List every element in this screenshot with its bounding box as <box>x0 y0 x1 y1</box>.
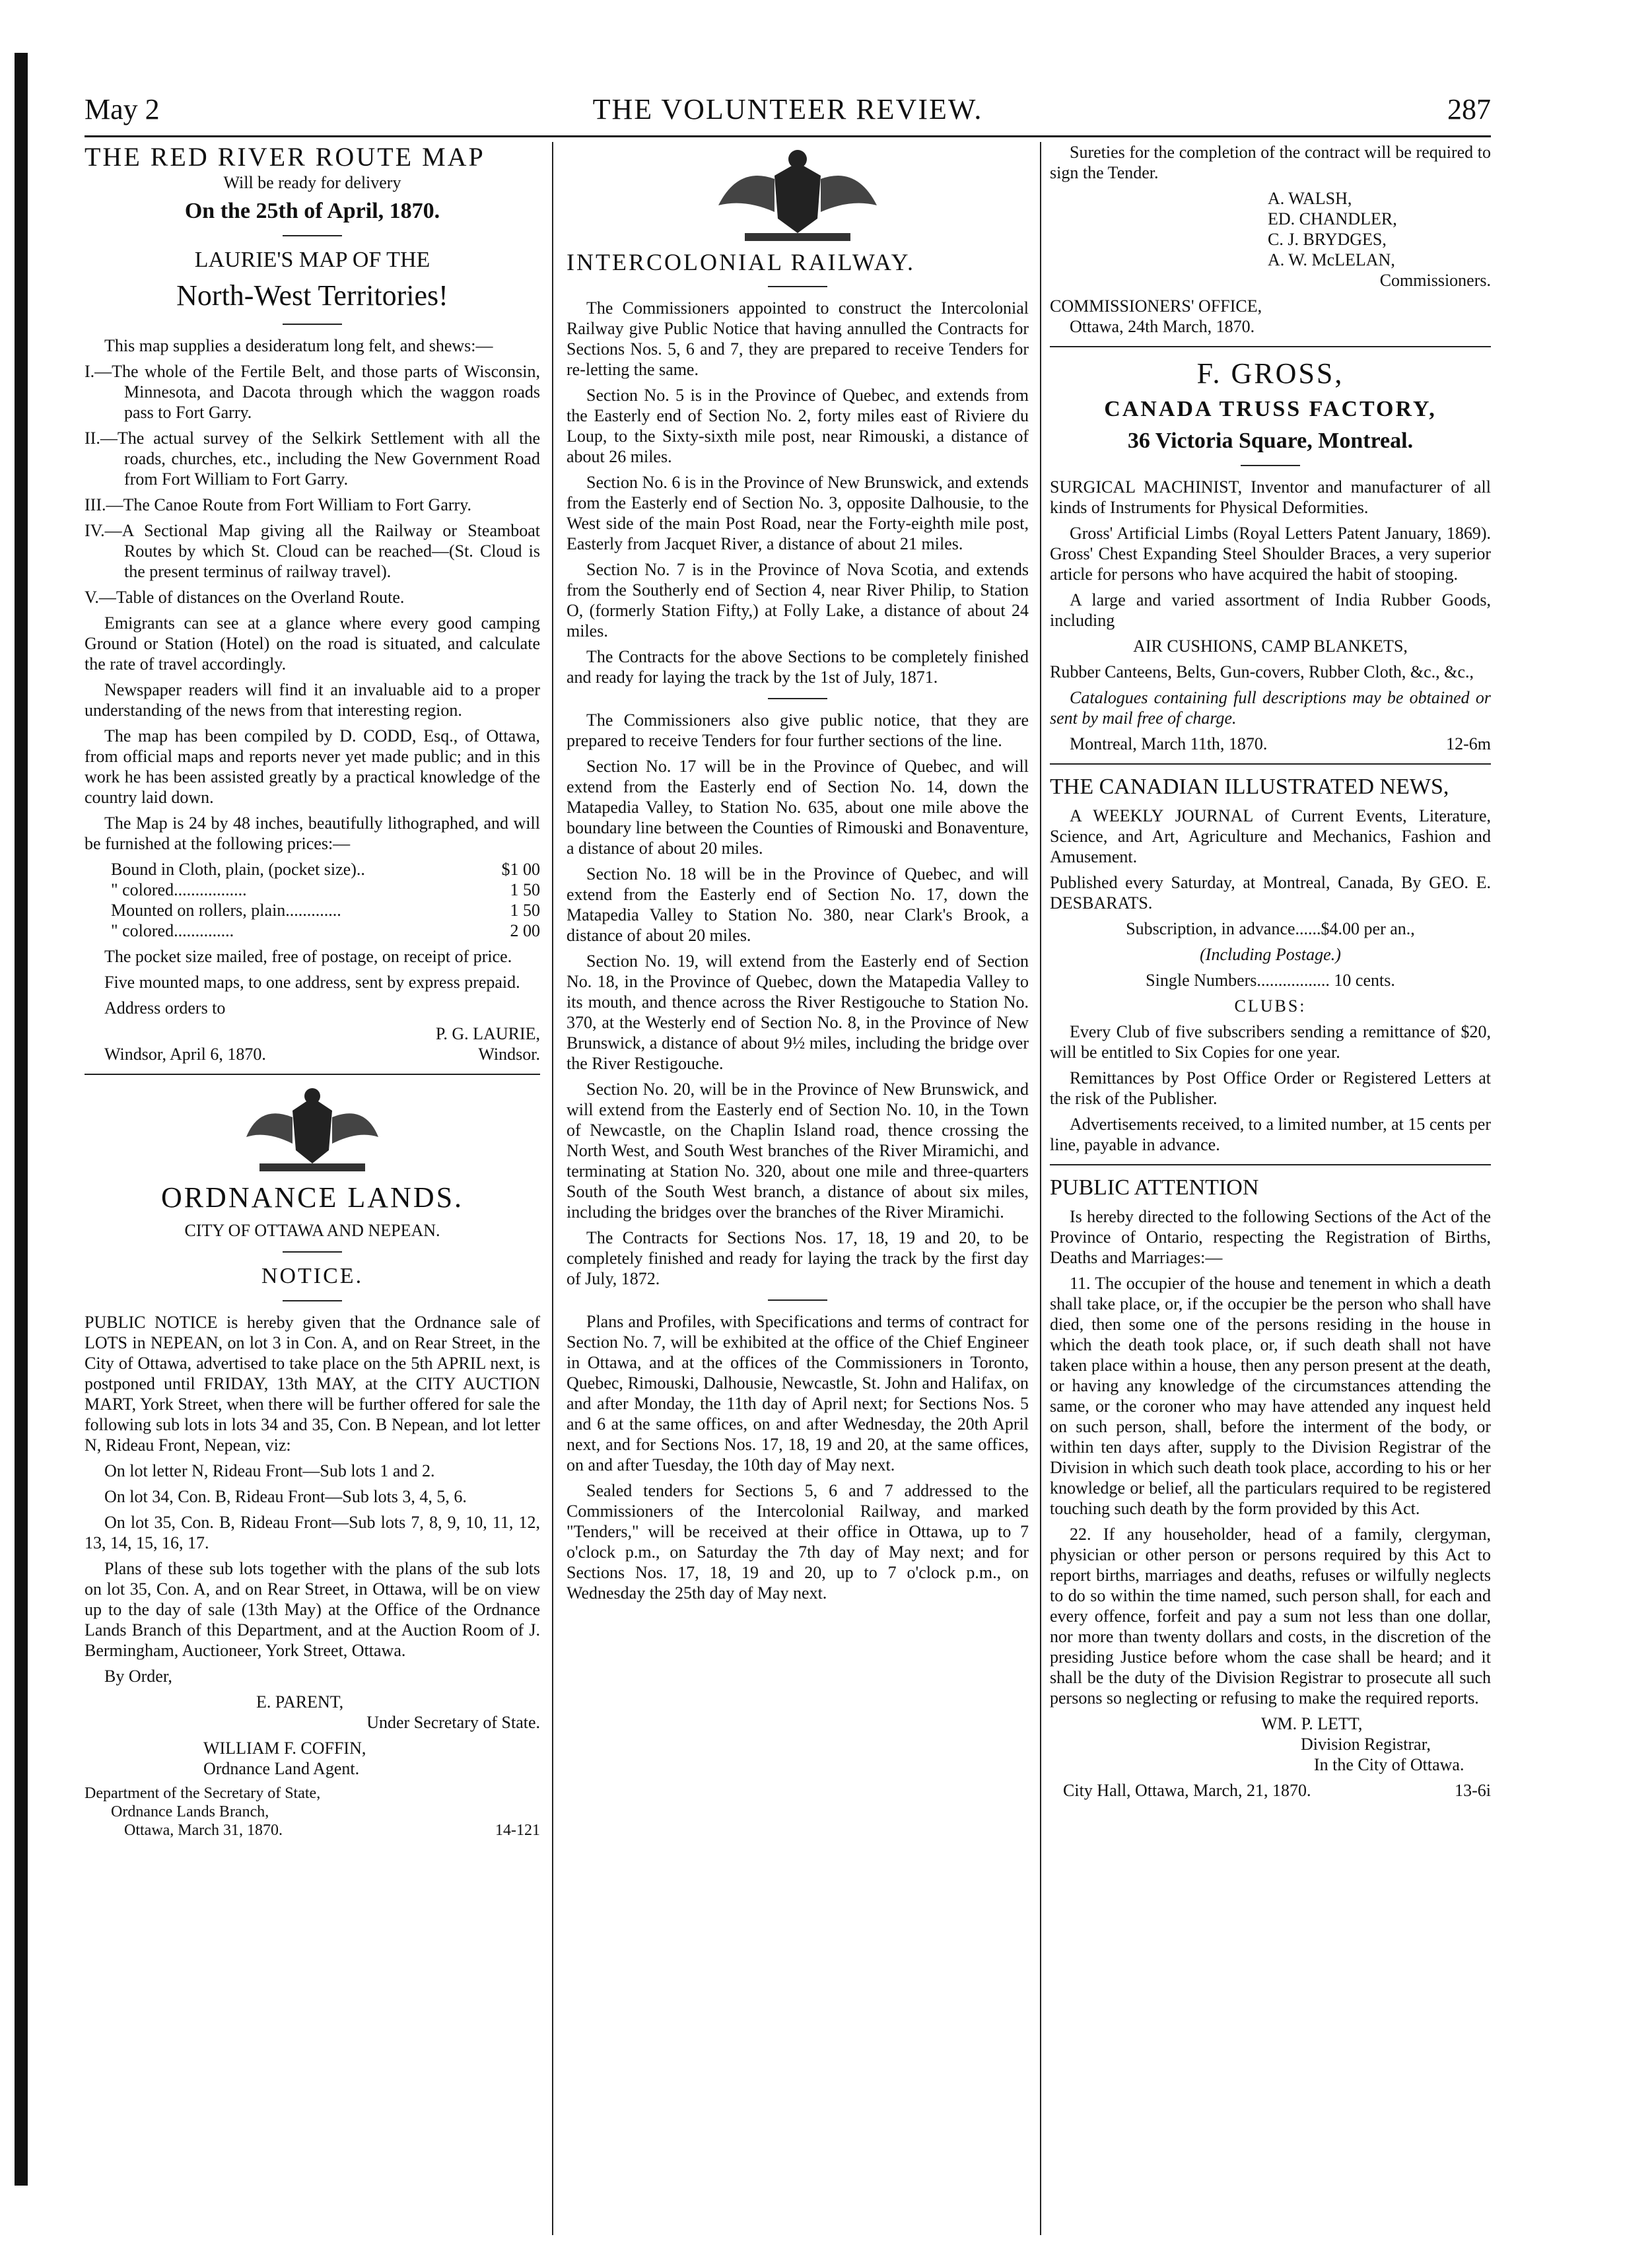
emigrants-text: Emigrants can see at a glance where every good camping Ground or Station (Hotel) on the road is situated, and calculate the rate of travel accordingly. <box>85 613 540 674</box>
parent-name: E. PARENT, <box>256 1692 344 1711</box>
divider <box>283 1300 342 1301</box>
section-11: 11. The occupier of the house and tenement in which a death shall take place, or, if the occupier be the person who shall have died, then some one of the persons residing in the house in which the death took place, or, if such death shall not have taken place within a house, then any person present at the death, or having any knowledge of the circumstances attending the same, or the coroner who may have attended any inquest held on such person, shall, before the interment of the body, or within ten days after, supply to the Division Registrar of the Division in which such death took place, according to his or her knowledge or belief, all the particulars required to be registered touching such death by the form provided by this Act. <box>1050 1274 1491 1518</box>
railway-p5: The Contracts for the above Sections to be completely finished and ready for laying the track by the 1st of July, 1871. <box>567 647 1029 687</box>
railway-p6: The Commissioners also give public notice, that they are prepared to receive Tenders for four further sections of the line. <box>567 710 1029 750</box>
railway-p2: Section No. 5 is in the Province of Quebec, and extends from the Easterly end of Section No. 2, forty miles east of Riviere du Loup, to the Sixty-sixth mile post, near Rimouski, a distance of about 26 miles. <box>567 386 1029 466</box>
coat-of-arms-icon <box>220 1084 405 1177</box>
public-attention-title: PUBLIC ATTENTION <box>1050 1175 1259 1200</box>
divider <box>1050 1164 1491 1165</box>
rubber-text: A large and varied assortment of India Rubber Goods, including <box>1050 590 1491 630</box>
railway-p7: Section No. 17 will be in the Province of Quebec, and will extend from the Easterly end of Section No. 14, down the Matapedia Valley, to Station No. 635, about one mile above the boundary line between the Counties of Rimouski and Bonaventure, a distance of about 20 miles. <box>567 757 1029 858</box>
signer: C. J. BRYDGES, <box>1268 230 1387 249</box>
column-1 <box>85 142 540 1840</box>
laurie-town: Windsor. <box>478 1045 540 1064</box>
department-line: Ottawa, March 31, 1870. <box>124 1822 283 1839</box>
surgical-text: SURGICAL MACHINIST, Inventor and manufacturer of all kinds of Instruments for Physical Deformities. <box>1050 477 1491 517</box>
limbs-text: Gross' Artificial Limbs (Royal Letters Patent January, 1869). Gross' Chest Expanding Steel Shoulder Braces, a very superior article for persons who have acquired the habit of stooping. <box>1050 524 1491 584</box>
price-label: Bound in Cloth, plain, (pocket size).. <box>111 860 365 879</box>
signer: A. W. McLELAN, <box>1268 250 1395 269</box>
railway-p3: Section No. 6 is in the Province of New Brunswick, and extends from the Easterly end of Section No. 3, opposite Dalhousie, to the West side of the main Post Road, near the Forty-eighth mile post, Easterly from Jacquet River, a distance of about 21 miles. <box>567 473 1029 553</box>
column-2 <box>567 142 1029 1608</box>
laurie-location <box>85 1044 540 1064</box>
ordnance-city: CITY OF OTTAWA AND NEPEAN. <box>184 1221 440 1240</box>
gross-title: F. GROSS, <box>1196 357 1344 390</box>
railway-p8: Section No. 18 will be in the Province of Quebec, and will extend from the Easterly end of Section No. 17, down the Matapedia Valley to Station No. 380, near Clark's Brook, a distance of about 20 miles. <box>567 864 1029 945</box>
header-date: May 2 <box>85 93 160 125</box>
cin-clubs: CLUBS: <box>1234 996 1307 1016</box>
lots-2: On lot 34, Con. B, Rideau Front—Sub lots 3, 4, 5, 6. <box>104 1487 467 1506</box>
column-3 <box>1050 142 1491 1801</box>
office-label: COMMISSIONERS' OFFICE, <box>1050 296 1262 316</box>
header-rule <box>85 135 1491 137</box>
price-value: 1 50 <box>510 901 540 920</box>
red-river-title: THE RED RIVER ROUTE MAP <box>85 142 485 172</box>
office-date: Ottawa, 24th March, 1870. <box>1070 317 1255 336</box>
section-22: 22. If any householder, head of a family, clergyman, physician or other person or persons required by this Act to report births, marriages and deaths, refuses or wilfully neglects to do so within the time named, such person shall, for each and every offence, forfeit and pay a sum not less than one dollar, nor more than twenty dollars and costs, in the discretion of the presiding Justice before whom the case shall be heard; and it shall be the duty of the Division Registrar to prosecute all such persons so neglecting or refusing to make the required reports. <box>1050 1525 1491 1708</box>
signer: A. WALSH, <box>1268 189 1352 208</box>
divider <box>283 235 342 236</box>
railway-p4: Section No. 7 is in the Province of Nova Scotia, and extends from the Southerly end of Section 4, near River Philip, to Station O, (formerly Station Fifty,) at Folly Lake, a distance of about 24 miles. <box>567 560 1029 640</box>
coffin-title: Ordnance Land Agent. <box>203 1759 360 1778</box>
truss-title: CANADA TRUSS FACTORY, <box>1104 397 1437 421</box>
city-hall-date: City Hall, Ottawa, March, 21, 1870. <box>1063 1781 1311 1800</box>
list-item: V.—Table of distances on the Overland Route. <box>85 588 405 607</box>
divider <box>1241 465 1300 466</box>
list-item: I.—The whole of the Fertile Belt, and those parts of Wisconsin, Minnesota, and Dacota through which the waggon roads pass to Fort Garry. <box>85 362 540 422</box>
cushions-text: AIR CUSHIONS, CAMP BLANKETS, <box>1133 637 1408 656</box>
cin-published: Published every Saturday, at Montreal, Canada, By GEO. E. DESBARATS. <box>1050 873 1491 913</box>
column-rule-2 <box>1040 142 1041 2235</box>
laurie-date: Windsor, April 6, 1870. <box>104 1045 266 1064</box>
gross-date: Montreal, March 11th, 1870. <box>1070 734 1268 753</box>
commissioners-label: Commissioners. <box>1379 271 1491 290</box>
lots-3: On lot 35, Con. B, Rideau Front—Sub lots 7, 8, 9, 10, 11, 12, 13, 14, 15, 16, 17. <box>85 1513 540 1552</box>
price-value: 1 50 <box>510 880 540 899</box>
city-hall-footer <box>1050 1780 1491 1801</box>
notice-heading: NOTICE. <box>261 1264 364 1288</box>
list-item: III.—The Canoe Route from Fort William to Fort Garry. <box>85 495 472 514</box>
five-maps-text: Five mounted maps, to one address, sent by express prepaid. <box>104 973 520 992</box>
price-list <box>85 859 540 941</box>
map-intro: This map supplies a desideratum long felt, and shews:— <box>104 336 493 355</box>
lett-title: Division Registrar, <box>1301 1735 1431 1754</box>
department-line: Department of the Secretary of State, <box>85 1785 321 1802</box>
sureties-text: Sureties for the completion of the contract will be required to sign the Tender. <box>1050 143 1491 182</box>
railway-crest-icon <box>699 146 897 245</box>
price-row <box>85 920 540 941</box>
map-date: On the 25th of April, 1870. <box>184 199 440 223</box>
header-title: THE VOLUNTEER REVIEW. <box>592 93 983 125</box>
page-binding-edge <box>15 53 28 2186</box>
ordnance-title: ORDNANCE LANDS. <box>160 1181 464 1214</box>
price-label: " colored.............. <box>111 921 234 940</box>
page-number: 287 <box>1447 93 1491 125</box>
railway-title: INTERCOLONIAL RAILWAY. <box>567 249 915 275</box>
laurie-signature: P. G. LAURIE, <box>435 1024 540 1043</box>
cin-weekly: A WEEKLY JOURNAL of Current Events, Literature, Science, and Art, Agriculture and Mechanics, Fashion and Amusement. <box>1050 806 1491 866</box>
column-rule-1 <box>552 142 553 2235</box>
price-value: $1 00 <box>501 860 540 879</box>
northwest-title: North-West Territories! <box>176 279 448 312</box>
pocket-text: The pocket size mailed, free of postage, on receipt of price. <box>104 947 512 966</box>
canteens-text: Rubber Canteens, Belts, Gun-covers, Rubber Cloth, &c., &c., <box>1050 662 1474 681</box>
railway-p13: Sealed tenders for Sections 5, 6 and 7 addressed to the Commissioners of the Intercolonial Railway, and marked "Tenders," will be received at their office in Ottawa, up to 7 o'clock p.m., on Saturday the 7th day of May next; and for Sections Nos. 17, 18, 19 and 20, up to 7 o'clock p.m., on Wednesday the 25th day of May next. <box>567 1481 1029 1603</box>
price-row <box>85 859 540 880</box>
divider <box>283 1251 342 1253</box>
list-item: II.—The actual survey of the Selkirk Settlement with all the roads, churches, etc., including the New Government Road from Fort William to Fort Garry. <box>85 429 540 489</box>
list-item: IV.—A Sectional Map giving all the Railway or Steamboat Routes by which St. Cloud can be reached—(St. Cloud is the present terminus of railway travel). <box>85 521 540 581</box>
page-header <box>85 92 1491 132</box>
cin-title: THE CANADIAN ILLUSTRATED NEWS, <box>1050 775 1449 799</box>
cin-postage: (Including Postage.) <box>1200 945 1341 964</box>
gross-footer <box>1050 734 1491 754</box>
railway-p9: Section No. 19, will extend from the Easterly end of Section No. 18, in the Province of Quebec, down the Matapedia Valley to its mouth, and thence across the River Restigouche to Station No. 370, at the Westerly end of Section No. 8, in the Province of New Brunswick, a distance of about 9½ miles, including the bridge over the River Restigouche. <box>567 951 1029 1073</box>
divider <box>768 698 827 699</box>
address-text: Address orders to <box>104 998 226 1018</box>
gross-address: 36 Victoria Square, Montreal. <box>1127 429 1414 453</box>
cin-single: Single Numbers................. 10 cents. <box>1146 971 1395 990</box>
public-attention-intro: Is hereby directed to the following Sections of the Act of the Province of Ontario, respecting the Registration of Births, Deaths and Marriages:— <box>1050 1207 1491 1267</box>
cin-advertisements: Advertisements received, to a limited number, at 15 cents per line, payable in advance. <box>1050 1115 1491 1154</box>
divider <box>85 1074 540 1075</box>
railway-p12: Plans and Profiles, with Specifications and terms of contract for Section No. 7, will be exhibited at the office of the Chief Engineer in Ottawa, and at the offices of the Commissioners in Toronto, Quebec, Rimouski, Dalhousie, Newcastle, St. John and Halifax, on and after Monday, the 11th day of April next; for Sections Nos. 5 and 6 at the same offices, on and after Wednesday, the 20th April next, and for Sections Nos. 17, 18, 19 and 20, at the same offices, on and after Tuesday, the 10th day of May next. <box>567 1312 1029 1474</box>
catalogues-text: Catalogues containing full descriptions may be obtained or sent by mail free of charge. <box>1050 688 1491 728</box>
divider <box>1050 346 1491 347</box>
signers <box>1050 188 1491 270</box>
cin-every-club: Every Club of five subscribers sending a remittance of $20, will be entitled to Six Copies for one year. <box>1050 1022 1491 1062</box>
lots-1: On lot letter N, Rideau Front—Sub lots 1 and 2. <box>104 1461 435 1480</box>
railway-p11: The Contracts for Sections Nos. 17, 18, 19 and 20, to be completely finished and ready for laying the track by the first day of July, 1872. <box>567 1228 1029 1288</box>
price-row <box>85 900 540 920</box>
lett-name: WM. P. LETT, <box>1261 1714 1363 1733</box>
by-order: By Order, <box>104 1667 172 1686</box>
city-hall-code: 13-6i <box>1455 1781 1491 1800</box>
compiled-text: The map has been compiled by D. CODD, Esq., of Ottawa, from official maps and reports never yet made public; and in this work he has been assisted greatly by a practical knowledge of the country laid down. <box>85 726 540 807</box>
price-value: 2 00 <box>510 921 540 940</box>
laurie-title: LAURIE'S MAP OF THE <box>194 248 430 272</box>
size-text: The Map is 24 by 48 inches, beautifully lithographed, and will be furnished at the following prices:— <box>85 813 540 853</box>
map-ready: Will be ready for delivery <box>223 173 401 192</box>
divider <box>768 286 827 287</box>
department-line: Ordnance Lands Branch, <box>111 1803 269 1820</box>
cin-remittances: Remittances by Post Office Order or Registered Letters at the risk of the Publisher. <box>1050 1068 1491 1108</box>
cin-subscription: Subscription, in advance......$4.00 per an., <box>1126 919 1415 938</box>
gross-code: 12-6m <box>1446 734 1491 753</box>
divider <box>1050 763 1491 765</box>
lett-location: In the City of Ottawa. <box>1314 1755 1464 1774</box>
price-row <box>85 880 540 900</box>
notice-body: PUBLIC NOTICE is hereby given that the Ordnance sale of LOTS in NEPEAN, on lot 3 in Con. A, and on Rear Street, in the City of Ottawa, advertised to take place on the 5th APRIL next, is postponed until FRIDAY, 13th MAY, at the CITY AUCTION MART, York Street, when there will be further offered for sale the following sub lots in lots 34 and 35, Con. B Nepean, and lot letter N, Rideau Front, Nepean, viz: <box>85 1313 540 1455</box>
railway-p10: Section No. 20, will be in the Province of New Brunswick, and will extend from the Easterly end of Section No. 10, in the Town of Newcastle, on the Chaplin Island road, thence crossing the North West, and South West branches of the River Miramichi, and terminating at Station No. 320, about one mile and three-quarters South of the South West branch, a distance of about six miles, including the bridges over the branches of the River Miramichi. <box>567 1080 1029 1222</box>
map-items <box>85 361 540 607</box>
price-label: Mounted on rollers, plain............. <box>111 901 341 920</box>
plans-text: Plans of these sub lots together with the plans of the sub lots on lot 35, Con. A, and on Rear Street, in Ottawa, will be on view up to the day of sale (13th May) at the Office of the Ordnance Lands Branch of this Department, and at the Auction Room of J. Bermingham, Auctioneer, York Street, Ottawa. <box>85 1559 540 1660</box>
divider <box>768 1299 827 1301</box>
department-lines <box>85 1784 320 1840</box>
coffin-name: WILLIAM F. COFFIN, <box>203 1739 366 1758</box>
parent-title: Under Secretary of State. <box>366 1713 540 1732</box>
signer: ED. CHANDLER, <box>1268 209 1397 228</box>
department-code: 14-121 <box>495 1822 540 1839</box>
price-label: " colored................. <box>111 880 247 899</box>
divider <box>283 324 342 325</box>
railway-p1: The Commissioners appointed to construct the Intercolonial Railway give Public Notice that having annulled the Contracts for Sections Nos. 5, 6 and 7, they are prepared to receive Tenders for re-letting the same. <box>567 298 1029 379</box>
department-block <box>85 1784 540 1840</box>
newspaper-text: Newspaper readers will find it an invaluable aid to a proper understanding of the news from that interesting region. <box>85 680 540 720</box>
